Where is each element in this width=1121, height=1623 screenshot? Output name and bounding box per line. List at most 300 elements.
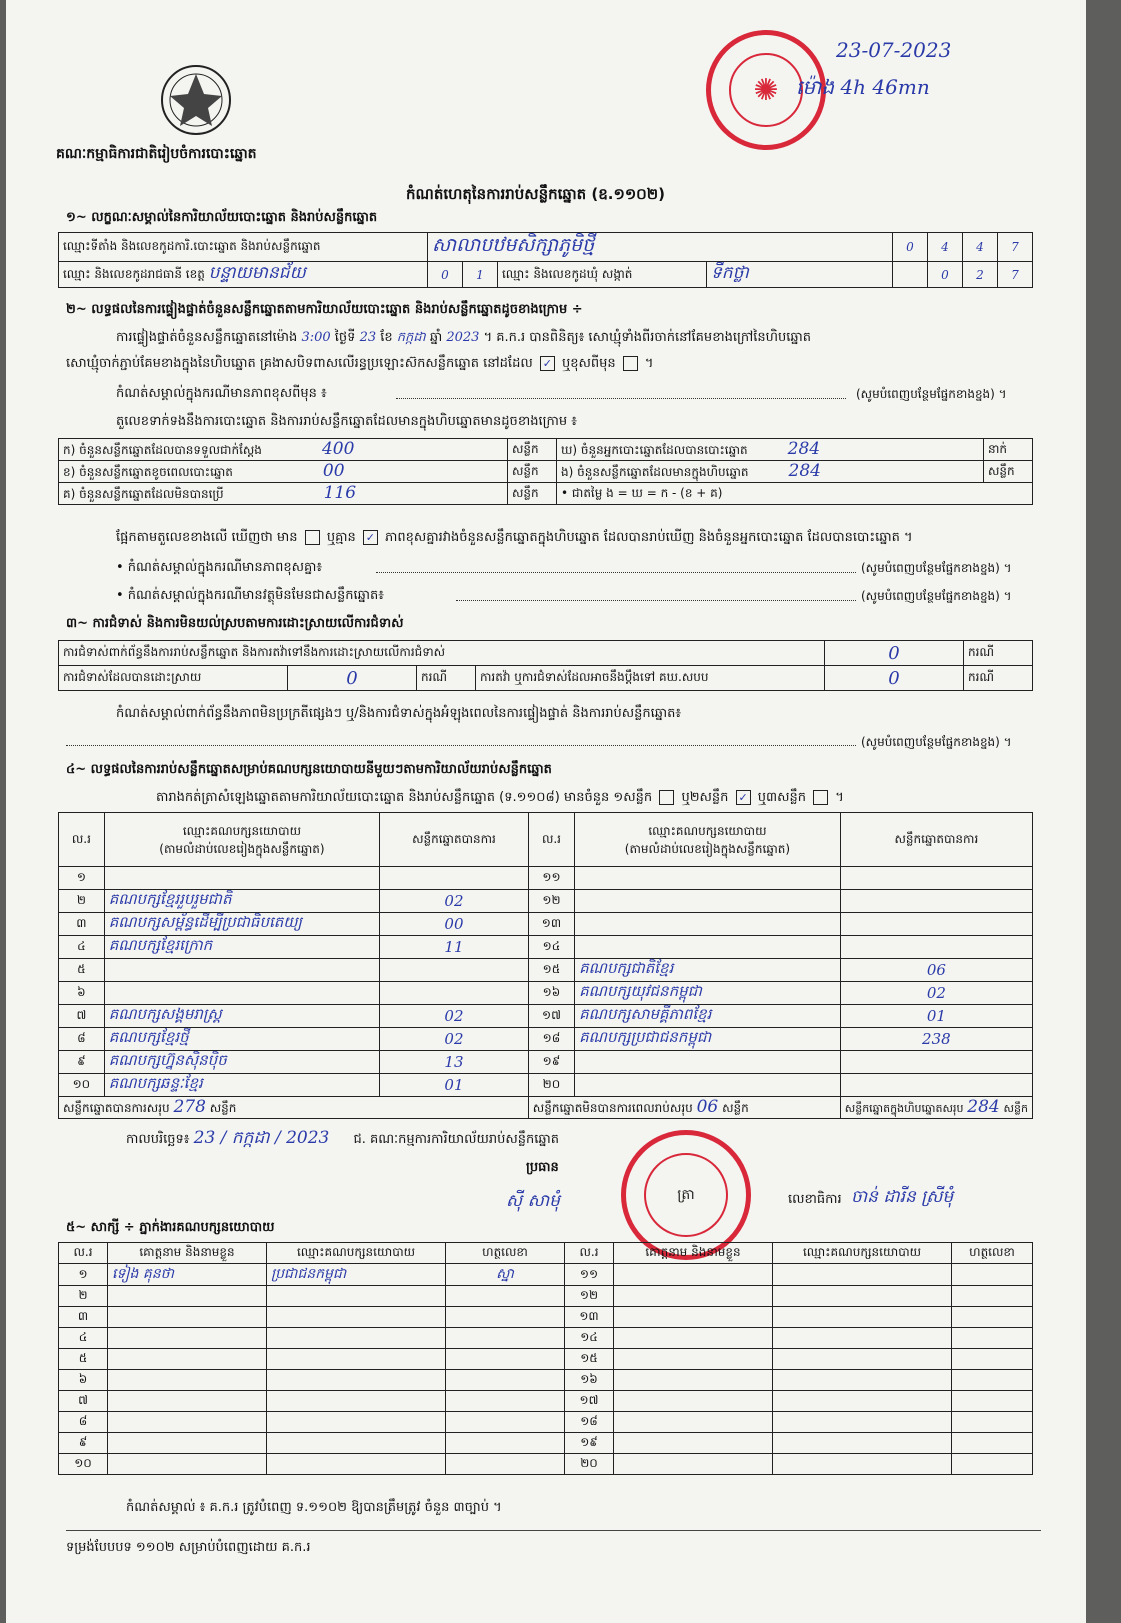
results-body xyxy=(59,867,1033,1097)
party-no: ១ xyxy=(59,867,105,890)
nec-emblem-icon xyxy=(156,60,236,140)
party-name: គណបក្សសង្គមរាស្ត្រ xyxy=(104,1005,379,1028)
witness-party xyxy=(773,1264,952,1286)
no-difference-checkbox[interactable]: ✓ xyxy=(363,530,378,545)
witness-signature xyxy=(446,1307,565,1328)
case-unit: ករណី xyxy=(417,666,476,691)
section1-heading: ១~ លក្ខណៈសម្គាល់នៃការិយាល័យបោះឆ្នោត និងរាប់សន្លឹកឆ្នោត xyxy=(66,210,378,225)
table-row xyxy=(59,1028,1033,1051)
party-votes xyxy=(840,1051,1032,1074)
sum-valid-label: សន្លឹកឆ្នោតបានការសរុប xyxy=(63,1101,170,1115)
party-no: ៧ xyxy=(59,1005,105,1028)
party-no: ៤ xyxy=(59,936,105,959)
witness-party xyxy=(267,1328,446,1349)
party-no: ២០ xyxy=(528,1074,574,1097)
received-date: 23-07-2023 xyxy=(836,38,952,62)
witness-name xyxy=(614,1264,773,1286)
col-party-header xyxy=(575,813,841,867)
committee-label: ជ. គណៈកម្មការការិយាល័យរាប់សន្លឹកឆ្នោត xyxy=(353,1132,560,1147)
party-name xyxy=(575,1051,841,1074)
party-votes: 01 xyxy=(380,1074,529,1097)
figure-d-value: 284 xyxy=(787,439,821,459)
resolved-label: ការជំទាស់ដែលបានដោះស្រាយ xyxy=(59,666,288,691)
witness-party xyxy=(773,1286,952,1307)
witness-party xyxy=(773,1328,952,1349)
seal-emblem-icon xyxy=(644,1153,728,1237)
witness-signature xyxy=(952,1412,1033,1433)
witness-signature xyxy=(446,1328,565,1349)
witness-signature xyxy=(446,1433,565,1454)
seal-check-text: សោឃ្មុំចាក់ភ្ជាប់គែមខាងក្នុងនៃហិបឆ្នោត គ្រងាសបិទពាសលើរន្ធប្រឡោះស៊កសន្លឹកឆ្នោត នៅដដែល xyxy=(66,356,533,371)
station-code-digit: 4 xyxy=(963,233,998,262)
witness-no: ៥ xyxy=(59,1349,108,1370)
date-value: 23 / កក្កដា / 2023 xyxy=(193,1128,330,1148)
witness-no: ១៧ xyxy=(565,1391,614,1412)
received-time: ម៉ោង 4h 46mn xyxy=(796,75,930,99)
section2-heading: ២~ លទ្ធផលនៃការផ្ទៀងផ្ទាត់ចំនួនសន្លឹកឆ្នោតតាមការិយាល័យបោះឆ្នោត និងរាប់សន្លឹកឆ្នោតដូចខាងក្រោម ÷ xyxy=(66,302,583,317)
witness-name xyxy=(108,1286,267,1307)
sum-total-value: 284 xyxy=(967,1097,1000,1117)
party-votes: 11 xyxy=(380,936,529,959)
witness-name xyxy=(614,1286,773,1307)
witness-signature xyxy=(952,1349,1033,1370)
section5-heading: ៥~ សាក្សី ÷ ភ្នាក់ងារគណបក្សនយោបាយ xyxy=(66,1220,275,1235)
table-row xyxy=(59,1286,1033,1307)
day-value: 23 xyxy=(359,330,377,345)
verification-line xyxy=(116,330,811,346)
witness-col-party: ឈ្មោះគណបក្សនយោបាយ xyxy=(773,1243,952,1264)
figures-intro: តួលេខទាក់ទងនឹងការបោះឆ្នោត និងការរាប់សន្លឹកឆ្នោតដែលមានក្នុងហិបឆ្នោតមានដូចខាងក្រោម ៖ xyxy=(116,414,577,429)
irregularity-note-line xyxy=(66,745,856,746)
witness-name xyxy=(108,1370,267,1391)
commune-label: ឈ្មោះ និងលេខកូដឃុំ សង្កាត់ xyxy=(498,262,707,288)
section3-heading: ៣~ ការជំទាស់ និងការមិនយល់ស្របតាមការដោះស្រាយលើការជំទាស់ xyxy=(66,616,404,631)
party-votes: 01 xyxy=(840,1005,1032,1028)
changed-label: ឬខុសពីមុន xyxy=(561,356,616,371)
party-no: ៥ xyxy=(59,959,105,982)
witness-col-no: ល.រ xyxy=(565,1243,614,1264)
witness-no: ១៣ xyxy=(565,1307,614,1328)
witness-body xyxy=(59,1264,1033,1475)
col-no-header: ល.រ xyxy=(528,813,574,867)
witness-party xyxy=(773,1391,952,1412)
three-sheets-checkbox[interactable] xyxy=(813,790,828,805)
sum-total-cell xyxy=(840,1097,1032,1119)
sum-invalid-cell xyxy=(528,1097,840,1119)
figure-c-unit: សន្លឹក xyxy=(508,483,557,505)
sum-valid-unit: សន្លឹក xyxy=(209,1101,237,1115)
fill-note: (សូមបំពេញបន្ថែមផ្នែកខាងខ្នង) ។ xyxy=(856,387,1007,401)
witness-party xyxy=(267,1370,446,1391)
table-row xyxy=(59,1005,1033,1028)
witness-party xyxy=(773,1412,952,1433)
witness-col-sign: ហត្ថលេខា xyxy=(952,1243,1033,1264)
party-name xyxy=(575,1074,841,1097)
witness-party xyxy=(773,1370,952,1391)
witness-no: ១៦ xyxy=(565,1370,614,1391)
witness-no: ១០ xyxy=(59,1454,108,1475)
col-votes-header: សន្លឹកឆ្នោតបានការ xyxy=(380,813,529,867)
table-row xyxy=(59,867,1033,890)
party-no: ១១ xyxy=(528,867,574,890)
witness-signature xyxy=(952,1391,1033,1412)
province-label: ឈ្មោះ និងលេខកូដរាជធានី ខេត្ត xyxy=(63,267,205,281)
figure-a-label: ក) ចំនួនសន្លឹកឆ្នោតដែលបានទទួលជាក់ស្តែង xyxy=(63,443,262,457)
station-code-digit: 4 xyxy=(928,233,963,262)
party-name: គណបក្សប្រជាជនកម្ពុជា xyxy=(575,1028,841,1051)
party-name: គណបក្សខ្មែរក្រោក xyxy=(104,936,379,959)
table-row xyxy=(59,1370,1033,1391)
commune-code-digit: 2 xyxy=(963,262,998,288)
figures-table xyxy=(58,438,1033,505)
objections-table xyxy=(58,640,1033,691)
province-code-digit: 0 xyxy=(428,262,463,288)
figure-formula: • ជាតម្លៃ ង = ឃ = ក - (ខ + គ) xyxy=(557,483,1033,505)
col-party-title: ឈ្មោះគណបក្សនយោបាយ xyxy=(182,823,301,838)
change-note-line xyxy=(396,398,846,399)
witness-col-name: គោត្តនាម និងនាមខ្លួន xyxy=(614,1243,773,1264)
table-row xyxy=(59,959,1033,982)
table-row xyxy=(59,890,1033,913)
stamp-emblem-icon: ✺ xyxy=(729,53,803,127)
witness-col-party: ឈ្មោះគណបក្សនយោបាយ xyxy=(267,1243,446,1264)
witness-party xyxy=(773,1433,952,1454)
party-name: គណបក្សខ្មែរថ្មី xyxy=(104,1028,379,1051)
witness-signature xyxy=(952,1307,1033,1328)
witness-party xyxy=(773,1307,952,1328)
figure-e-value: 284 xyxy=(788,461,821,481)
party-votes: 13 xyxy=(380,1051,529,1074)
province-code-digit: 1 xyxy=(463,262,498,288)
day-label: ថ្ងៃទី xyxy=(334,330,356,345)
table-row xyxy=(59,1412,1033,1433)
party-votes xyxy=(840,936,1032,959)
party-votes xyxy=(380,867,529,890)
irregularity-note: កំណត់សម្គាល់ពាក់ព័ន្ធនឹងភាពមិនប្រក្រតីផ្សេងៗ ឬ/និងការជំទាស់ក្នុងអំឡុងពេលនៃការផ្ទៀងផ្ទាត់ និងការរាប់សន្លឹកឆ្នោត៖ xyxy=(116,706,682,721)
party-name: គណបក្សសាមគ្គីភាពខ្មែរ xyxy=(575,1005,841,1028)
witness-no: ១៤ xyxy=(565,1328,614,1349)
party-votes xyxy=(840,890,1032,913)
witness-name xyxy=(108,1454,267,1475)
table-row xyxy=(59,913,1033,936)
footer-text: ទម្រង់បែបបទ ១១០២ សម្រាប់បំពេញដោយ គ.ក.រ xyxy=(66,1540,311,1555)
two-sheets-label: ឬ២សន្លឹក xyxy=(681,790,729,805)
party-name: គណបក្សហ្វ៊ុនស៊ិនប៉ិច xyxy=(104,1051,379,1074)
party-no: ១៨ xyxy=(528,1028,574,1051)
org-name: គណៈកម្មាធិការជាតិរៀបចំការបោះឆ្នោត xyxy=(56,146,257,162)
col-party-title: ឈ្មោះគណបក្សនយោបាយ xyxy=(648,823,767,838)
tally-sheets-text: តារាងកត់ត្រាសំឡេងឆ្នោតតាមការិយាល័យបោះឆ្នោត និងរាប់សន្លឹកឆ្នោត (ទ.១១០៨) មានចំនួន ១សន្លឹក xyxy=(156,790,653,805)
witness-name xyxy=(614,1349,773,1370)
witness-no: ២០ xyxy=(565,1454,614,1475)
province-value: បន្ទាយមានជ័យ xyxy=(208,263,306,283)
date-label: កាលបរិច្ឆេទ៖ xyxy=(126,1132,190,1147)
party-no: ១៩ xyxy=(528,1051,574,1074)
objection-row1-label: ការជំទាស់ពាក់ព័ន្ធនឹងការរាប់សន្លឹកឆ្នោត និងការតវ៉ាទៅនឹងការដោះស្រាយលើការជំទាស់ xyxy=(59,641,825,666)
witness-no: ៩ xyxy=(59,1433,108,1454)
party-votes xyxy=(380,959,529,982)
table-row xyxy=(59,982,1033,1005)
completion-note: កំណត់សម្គាល់ ៖ គ.ក.រ ត្រូវបំពេញ ទ.១១០២ ឱ្យបានត្រឹមត្រូវ ចំនួន ៣ច្បាប់ ។ xyxy=(126,1500,502,1515)
col-votes-header: សន្លឹកឆ្នោតបានការ xyxy=(840,813,1032,867)
party-no: ១០ xyxy=(59,1074,105,1097)
page-title: កំណត់ហេតុនៃការរាប់សន្លឹកឆ្នោត (ឧ.១១០២) xyxy=(406,185,666,203)
witness-name: ទៀង គុនថា xyxy=(108,1264,267,1286)
party-name xyxy=(575,913,841,936)
year-value: 2023 xyxy=(446,330,480,345)
same-checkbox[interactable]: ✓ xyxy=(540,356,555,371)
witness-name xyxy=(108,1328,267,1349)
objection-row1-value: 0 xyxy=(825,641,964,666)
table-row xyxy=(59,1454,1033,1475)
sum-total-unit: សន្លឹក xyxy=(1003,1102,1028,1115)
party-name xyxy=(575,867,841,890)
month-value: កក្កដា xyxy=(396,330,426,345)
chair-label: ប្រធាន xyxy=(526,1160,559,1175)
no-difference-label: ឬគ្មាន xyxy=(326,530,356,545)
party-name xyxy=(575,890,841,913)
party-no: ៨ xyxy=(59,1028,105,1051)
witness-table xyxy=(58,1242,1033,1475)
witness-no: ១១ xyxy=(565,1264,614,1286)
party-no: ១៧ xyxy=(528,1005,574,1028)
party-name: គណបក្សយុវជនកម្ពុជា xyxy=(575,982,841,1005)
witness-party xyxy=(267,1349,446,1370)
resolved-value: 0 xyxy=(288,666,417,691)
witness-name xyxy=(614,1370,773,1391)
appeal-label: ការតវ៉ា ឬការជំទាស់ដែលអាចនឹងប្តឹងទៅ គឃ.សបប xyxy=(476,666,825,691)
table-row xyxy=(59,1051,1033,1074)
party-no: ២ xyxy=(59,890,105,913)
witness-signature xyxy=(446,1412,565,1433)
table-row xyxy=(59,1307,1033,1328)
party-no: ១៣ xyxy=(528,913,574,936)
changed-checkbox[interactable] xyxy=(623,356,638,371)
witness-party xyxy=(267,1412,446,1433)
col-party-header xyxy=(104,813,379,867)
date-line xyxy=(126,1130,559,1148)
chair-signature: ស៊ី សាមុំ xyxy=(506,1191,560,1211)
table-row xyxy=(59,1349,1033,1370)
party-votes xyxy=(840,1074,1032,1097)
year-label: ឆ្នាំ xyxy=(429,330,443,345)
witness-signature xyxy=(952,1454,1033,1475)
difference-note: • កំណត់សម្គាល់ក្នុងករណីមានភាពខុសគ្នា៖ xyxy=(116,560,323,575)
party-name xyxy=(104,959,379,982)
station-label: ឈ្មោះទីតាំង និងលេខកូដការិ.បោះឆ្នោត និងរាប់សន្លឹកឆ្នោត xyxy=(59,233,428,262)
witness-name xyxy=(614,1412,773,1433)
difference-note-line xyxy=(376,572,856,573)
witness-signature xyxy=(952,1286,1033,1307)
witness-no: ១៩ xyxy=(565,1433,614,1454)
month-label: ខែ xyxy=(380,330,393,345)
witness-name xyxy=(108,1391,267,1412)
foreign-object-note: • កំណត់សម្គាល់ក្នុងករណីមានវត្ថុមិនមែនជាសន្លឹកឆ្នោត៖ xyxy=(116,588,384,603)
witness-name xyxy=(108,1349,267,1370)
witness-signature xyxy=(446,1370,565,1391)
party-name xyxy=(575,936,841,959)
party-votes: 00 xyxy=(380,913,529,936)
party-no: ១២ xyxy=(528,890,574,913)
col-no-header: ល.រ xyxy=(59,813,105,867)
party-votes: 02 xyxy=(380,1005,529,1028)
witness-party xyxy=(267,1391,446,1412)
col-party-subtitle: (តាមលំដាប់លេខរៀងក្នុងសន្លឹកឆ្នោត) xyxy=(624,841,791,856)
fill-note: (សូមបំពេញបន្ថែមផ្នែកខាងខ្នង) ។ xyxy=(861,735,1012,749)
seal-check-line: សោឃ្មុំចាក់ភ្ជាប់គែមខាងក្នុងនៃហិបឆ្នោត គ្រងាសបិទពាសលើរន្ធប្រឡោះស៊កសន្លឹកឆ្នោត នៅដដែល ✓ ឬខុសពីមុន ។ xyxy=(66,356,654,371)
commune-value: ទឹកថ្លា xyxy=(707,262,893,288)
party-votes xyxy=(380,982,529,1005)
difference-check-line xyxy=(116,530,913,546)
witness-name xyxy=(108,1412,267,1433)
sum-total-label: សន្លឹកឆ្នោតក្នុងហិបឆ្នោតសរុប xyxy=(844,1102,964,1115)
witness-signature: ស្នា xyxy=(446,1264,565,1286)
witness-no: ៤ xyxy=(59,1328,108,1349)
sum-invalid-unit: សន្លឹក xyxy=(722,1101,749,1115)
case-unit: ករណី xyxy=(964,666,1033,691)
witness-col-no: ល.រ xyxy=(59,1243,108,1264)
witness-col-name: គោត្តនាម និងនាមខ្លួន xyxy=(108,1243,267,1264)
station-info-table xyxy=(58,232,1033,288)
witness-party xyxy=(267,1286,446,1307)
results-table xyxy=(58,812,1033,1119)
witness-party xyxy=(267,1433,446,1454)
party-name: គណបក្សសម្ព័ន្ធដើម្បីប្រជាធិបតេយ្យ xyxy=(104,913,379,936)
commune-code-digit: 7 xyxy=(998,262,1033,288)
figure-d-label: ឃ) ចំនួនអ្នកបោះឆ្នោតដែលបានបោះឆ្នោត xyxy=(561,443,748,457)
table-row xyxy=(59,1433,1033,1454)
figure-e-unit: សន្លឹក xyxy=(984,461,1033,483)
witness-signature xyxy=(446,1391,565,1412)
blank-cell xyxy=(893,262,928,288)
witness-name xyxy=(108,1307,267,1328)
figure-b-label: ខ) ចំនួនសន្លឹកឆ្នោតខូចពេលបោះឆ្នោត xyxy=(63,465,233,479)
party-no: ១៥ xyxy=(528,959,574,982)
party-no: ៣ xyxy=(59,913,105,936)
sum-invalid-label: សន្លឹកឆ្នោតមិនបានការពេលរាប់សរុប xyxy=(532,1101,693,1115)
secretary-signature: ចាន់ ដារីន ស្រីមុំ xyxy=(851,1187,954,1207)
case-unit: ករណី xyxy=(964,641,1033,666)
witness-party xyxy=(773,1454,952,1475)
appeal-value: 0 xyxy=(825,666,964,691)
difference-text: ផ្អែកតាមតួលេខខាងលើ ឃើញថា មាន xyxy=(116,530,298,545)
party-name: គណបក្សខ្មែររួបរួមជាតិ xyxy=(104,890,379,913)
figure-c-label: គ) ចំនួនសន្លឹកឆ្នោតដែលមិនបានប្រើ xyxy=(63,487,224,501)
party-no: ១៦ xyxy=(528,982,574,1005)
two-sheets-checkbox[interactable]: ✓ xyxy=(736,790,751,805)
three-sheets-label: ឬ៣សន្លឹក xyxy=(757,790,806,805)
witness-party xyxy=(267,1307,446,1328)
station-value: សាលាបឋមសិក្សាភូមិថ្មី xyxy=(428,233,893,262)
figure-a-value: 400 xyxy=(321,439,355,459)
commune-code-digit: 0 xyxy=(928,262,963,288)
witness-no: ១៨ xyxy=(565,1412,614,1433)
figure-b-unit: សន្លឹក xyxy=(508,461,557,483)
party-name: គណបក្សជាតិខ្មែរ xyxy=(575,959,841,982)
witness-no: ១ xyxy=(59,1264,108,1286)
figure-d-unit: នាក់ xyxy=(984,439,1033,461)
figure-e-label: ង) ចំនួនសន្លឹកឆ្នោតដែលមានក្នុងហិបឆ្នោត xyxy=(561,465,749,479)
party-votes: 06 xyxy=(840,959,1032,982)
change-note-label: កំណត់សម្គាល់ក្នុងករណីមានភាពខុសពីមុន ៖ xyxy=(116,386,327,401)
table-row xyxy=(59,1264,1033,1286)
figure-a-unit: សន្លឹក xyxy=(508,439,557,461)
witness-name xyxy=(614,1433,773,1454)
party-votes: 02 xyxy=(840,982,1032,1005)
witness-name xyxy=(614,1328,773,1349)
table-row xyxy=(59,1328,1033,1349)
party-name: គណបក្សឆន្ទៈខ្មែរ xyxy=(104,1074,379,1097)
time-value: 3:00 xyxy=(301,330,331,345)
witness-signature xyxy=(952,1328,1033,1349)
witness-signature xyxy=(952,1264,1033,1286)
party-name xyxy=(104,982,379,1005)
fill-note: (សូមបំពេញបន្ថែមផ្នែកខាងខ្នង) ។ xyxy=(861,589,1012,603)
one-sheet-checkbox[interactable] xyxy=(659,790,674,805)
fill-note: (សូមបំពេញបន្ថែមផ្នែកខាងខ្នង) ។ xyxy=(861,561,1012,575)
witness-col-sign: ហត្ថលេខា xyxy=(446,1243,565,1264)
party-votes: 02 xyxy=(380,1028,529,1051)
table-row xyxy=(59,1074,1033,1097)
witness-no: ៧ xyxy=(59,1391,108,1412)
sum-valid-value: 278 xyxy=(173,1097,206,1117)
witness-party xyxy=(267,1454,446,1475)
verification-text-end: ។ គ.ក.រ បានពិនិត្យ៖ សោឃ្មុំទាំងពីរចាក់នៅគែមខាងក្រៅនៃហិបឆ្នោត xyxy=(483,330,811,345)
verification-text: ការផ្ទៀងផ្ទាត់ចំនួនសន្លឹកឆ្នោតនៅម៉ោង xyxy=(116,330,298,345)
foreign-object-note-line xyxy=(456,600,856,601)
witness-signature xyxy=(952,1433,1033,1454)
committee-seal xyxy=(621,1130,751,1260)
witness-signature xyxy=(446,1454,565,1475)
sum-valid-cell xyxy=(59,1097,529,1119)
section4-heading: ៤~ លទ្ធផលនៃការរាប់សន្លឹកឆ្នោតសម្រាប់គណបក្សនយោបាយនីមួយៗតាមការិយាល័យរាប់សន្លឹកឆ្នោត xyxy=(66,762,552,777)
party-name xyxy=(104,867,379,890)
has-difference-checkbox[interactable] xyxy=(305,530,320,545)
party-no: ៦ xyxy=(59,982,105,1005)
tally-sheets-line: តារាងកត់ត្រាសំឡេងឆ្នោតតាមការិយាល័យបោះឆ្នោត និងរាប់សន្លឹកឆ្នោត (ទ.១១០៨) មានចំនួន ១សន្លឹក ឬ២សន្លឹក ✓ ឬ៣សន្លឹក ។ xyxy=(156,790,844,805)
witness-no: ១៥ xyxy=(565,1349,614,1370)
witness-signature xyxy=(446,1349,565,1370)
party-no: ៩ xyxy=(59,1051,105,1074)
party-votes: 02 xyxy=(380,890,529,913)
sum-invalid-value: 06 xyxy=(696,1097,719,1117)
witness-no: ១២ xyxy=(565,1286,614,1307)
witness-party: ប្រជាជនកម្ពុជា xyxy=(267,1264,446,1286)
seal-label: ត្រា xyxy=(677,1186,695,1203)
party-votes: 238 xyxy=(840,1028,1032,1051)
party-votes xyxy=(840,867,1032,890)
witness-name xyxy=(614,1454,773,1475)
witness-signature xyxy=(446,1286,565,1307)
witness-name xyxy=(108,1433,267,1454)
witness-no: ២ xyxy=(59,1286,108,1307)
party-votes xyxy=(840,913,1032,936)
table-row xyxy=(59,936,1033,959)
difference-text-end: ភាពខុសគ្នារវាងចំនួនសន្លឹកឆ្នោតក្នុងហិបឆ្នោត ដែលបានរាប់ឃើញ និងចំនួនអ្នកបោះឆ្នោត ដែលបានបោះឆ្នោត ។ xyxy=(385,530,913,545)
witness-signature xyxy=(952,1370,1033,1391)
col-party-subtitle: (តាមលំដាប់លេខរៀងក្នុងសន្លឹកឆ្នោត) xyxy=(159,841,325,856)
witness-name xyxy=(614,1391,773,1412)
witness-party xyxy=(773,1349,952,1370)
figure-c-value: 116 xyxy=(323,483,357,503)
station-code-digit: 0 xyxy=(893,233,928,262)
form-page xyxy=(6,0,1086,1623)
table-row xyxy=(59,1391,1033,1412)
party-no: ១៤ xyxy=(528,936,574,959)
footer-divider xyxy=(66,1530,1041,1531)
province-cell xyxy=(59,262,428,288)
witness-no: ៦ xyxy=(59,1370,108,1391)
